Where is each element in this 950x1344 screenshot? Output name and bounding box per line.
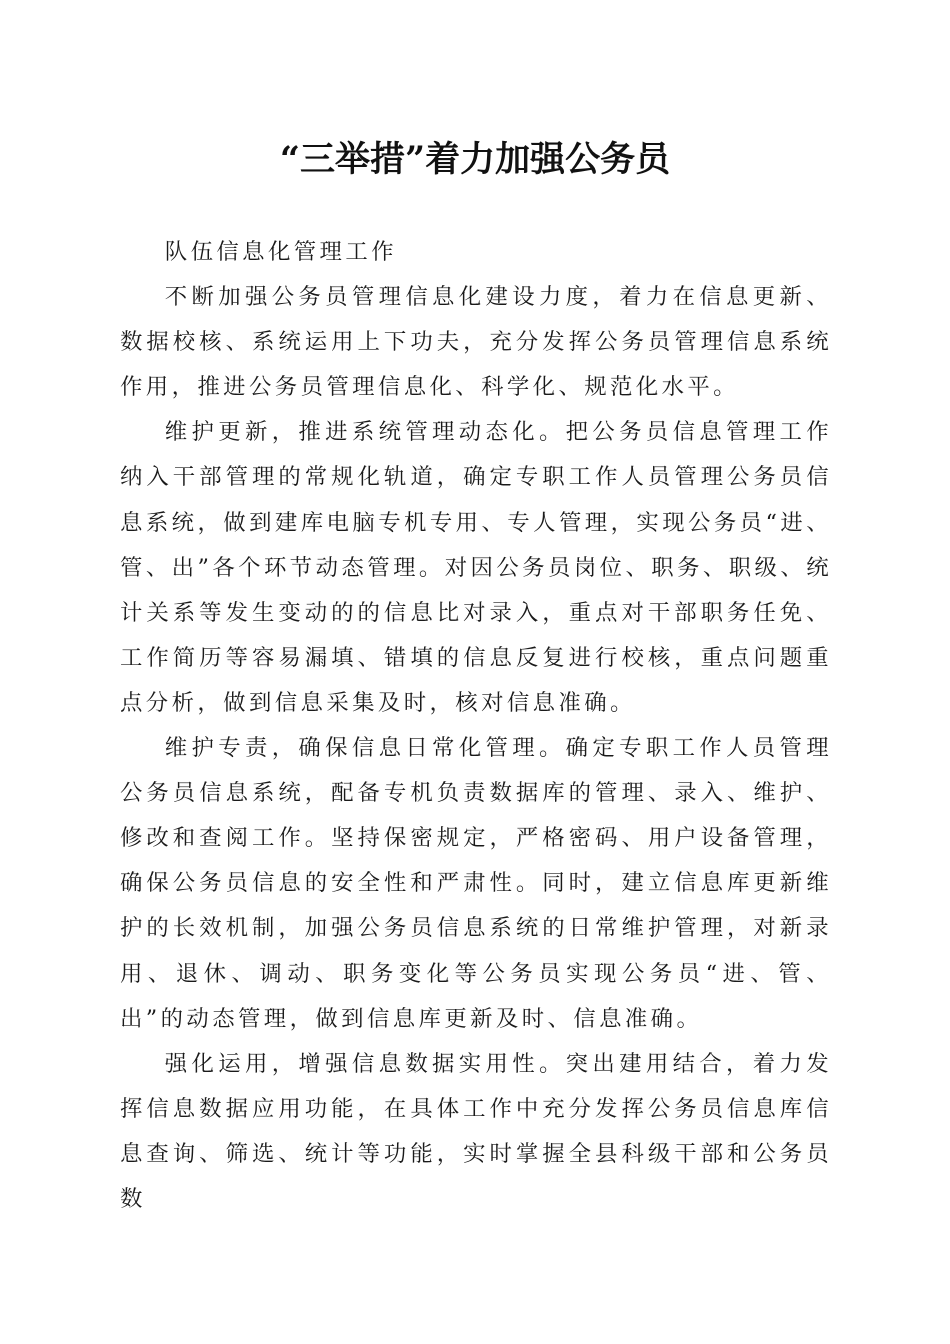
document-body (120, 230, 832, 1222)
paragraph-intro: 不断加强公务员管理信息化建设力度，着力在信息更新、数据校核、系统运用上下功夫，充分发挥公务员管理信息系统作用，推进公务员管理信息化、科学化、规范化水平。 (120, 284, 832, 401)
paragraph-strengthen-use: 强化运用，增强信息数据实用性。突出建用结合，着力发挥信息数据应用功能，在具体工作中充分发挥公务员信息库信息查询、筛选、统计等功能，实时掌握全县科级干部和公务员数 (120, 1050, 832, 1212)
document-title: “三举措”着力加强公务员 (279, 139, 671, 180)
paragraph-maintain-duty: 维护专责，确保信息日常化管理。确定专职工作人员管理公务员信息系统，配备专机负责数据库的管理、录入、维护、修改和查阅工作。坚持保密规定，严格密码、用户设备管理，确保公务员信息的安全性和严肃性。同时，建立信息库更新维护的长效机制，加强公务员信息系统的日常维护管理，对新录用、退休、调动、职务变化等公务员实现公务员“进、管、出”的动态管理，做到信息库更新及时、信息准确。 (120, 735, 832, 1032)
paragraph-maintain-update: 维护更新，推进系统管理动态化。把公务员信息管理工作纳入干部管理的常规化轨道，确定专职工作人员管理公务员信息系统，做到建库电脑专机专用、专人管理，实现公务员“进、管、出”各个环节动态管理。对因公务员岗位、职务、职级、统计关系等发生变动的的信息比对录入，重点对干部职务任免、工作简历等容易漏填、错填的信息反复进行校核，重点问题重点分析，做到信息采集及时，核对信息准确。 (120, 419, 832, 716)
paragraph-subtitle: 队伍信息化管理工作 (164, 239, 397, 265)
